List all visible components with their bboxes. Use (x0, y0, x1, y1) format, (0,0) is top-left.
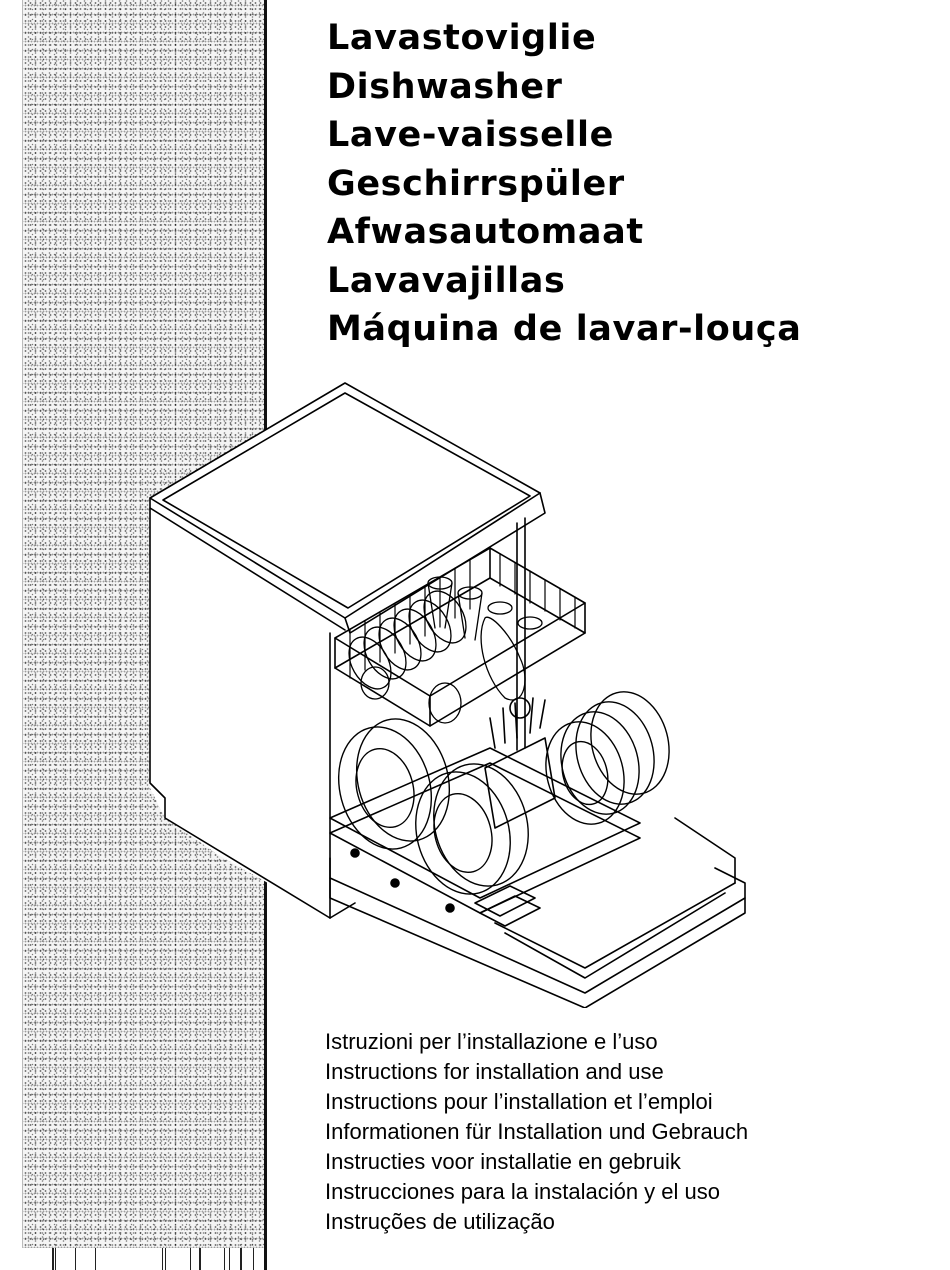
print-registration-marks (22, 1248, 266, 1270)
title-german: Geschirrspüler (327, 163, 625, 204)
product-title-list (327, 14, 801, 354)
title-dutch: Afwasautomaat (327, 212, 644, 252)
subtitle-portuguese: Instruções de utilização (325, 1209, 555, 1234)
subtitle-spanish: Instrucciones para la instalación y el uso (325, 1179, 720, 1204)
title-english: Dishwasher (327, 66, 563, 107)
dishwasher-illustration (145, 378, 755, 1008)
instructions-title-list (325, 1027, 748, 1237)
subtitle-french: Instructions pour l’installation et l’emploi (325, 1089, 713, 1114)
title-portuguese: Máquina de lavar-louça (327, 309, 802, 349)
title-spanish: Lavavajillas (327, 260, 566, 301)
title-italian: Lavastoviglie (327, 18, 597, 58)
subtitle-german: Informationen für Installation und Gebrauch (325, 1119, 749, 1144)
subtitle-dutch: Instructies voor installatie en gebruik (325, 1149, 681, 1174)
subtitle-english: Instructions for installation and use (325, 1059, 664, 1084)
title-french: Lave-vaisselle (327, 115, 614, 155)
dishwasher-drawing-icon (145, 378, 755, 1008)
subtitle-italian: Istruzioni per l’installazione e l’uso (325, 1029, 658, 1054)
